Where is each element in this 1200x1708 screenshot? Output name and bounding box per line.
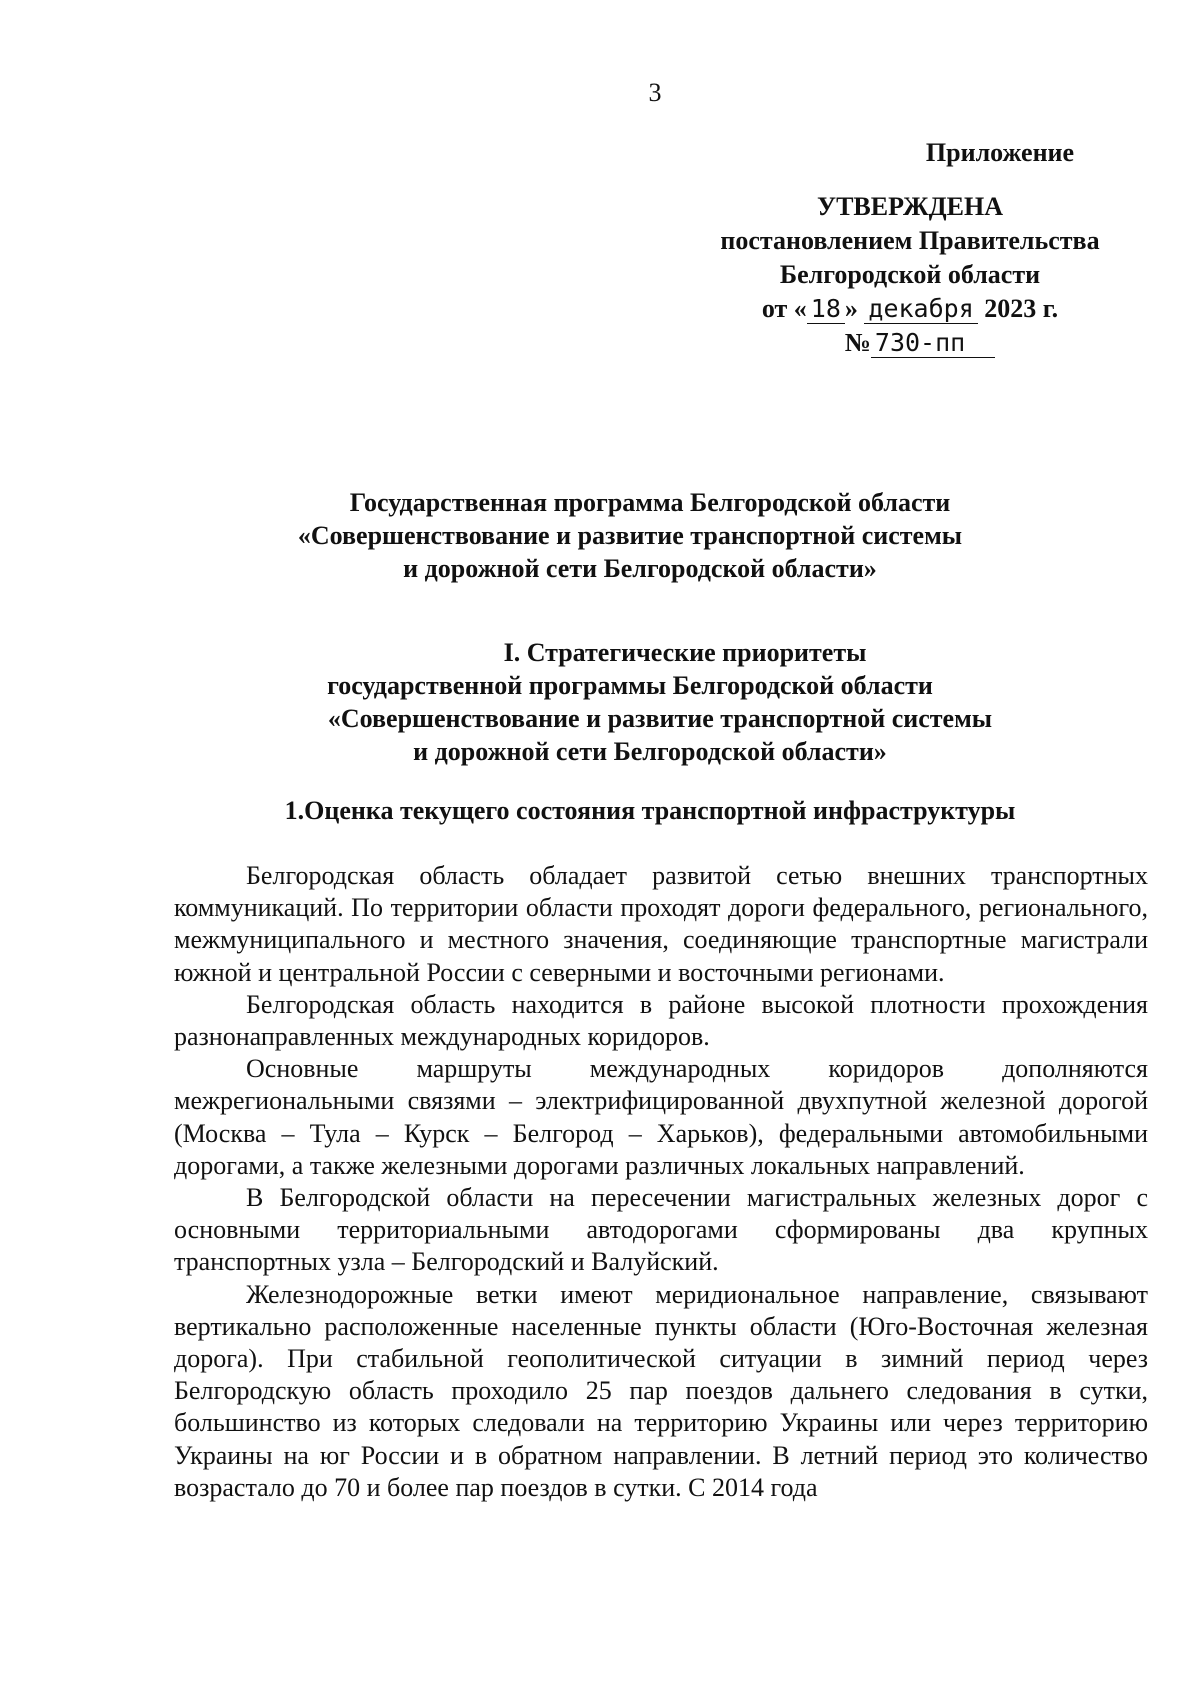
paragraph: В Белгородской области на пересечении магистральных железных дорог с основными территориальными автодорогами сформированы два крупных транспортных узла – Белгородский и Валуйский. bbox=[174, 1183, 1148, 1277]
date-prefix: от « bbox=[761, 294, 807, 323]
section-title-line-1: I. Стратегические приоритеты bbox=[503, 638, 867, 667]
paragraph: Белгородская область обладает развитой сетью внешних транспортных коммуникаций. По территории области проходят дороги федерального, регионального, межмуниципального и местного значения, соединяющие транспортные магистрали южной и центральной России с северными и восточными регионами. bbox=[174, 861, 1148, 987]
body-text bbox=[174, 860, 1148, 1504]
program-title bbox=[0, 486, 1200, 585]
page-number: 3 bbox=[648, 78, 662, 107]
subsection-title: 1.Оценка текущего состояния транспортной инфраструктуры bbox=[284, 796, 1016, 825]
section-title bbox=[0, 636, 1200, 768]
paragraph: Белгородская область находится в районе высокой плотности прохождения разнонаправленных международных коридоров. bbox=[174, 989, 1148, 1052]
paragraph: Железнодорожные ветки имеют меридиональное направление, связывают вертикально расположенные населенные пункты области (Юго-Восточная железная дорога). При стабильной геополитической ситуации в зимний период через Белгородскую область проходило 25 пар поездов дальнего следования в сутки, большинство из которых следовали на территорию Украины или через территорию Украины на юг России и в обратном направлении. В летний период это количество возрастало до 70 и более пар поездов в сутки. С 2014 года bbox=[174, 1279, 1148, 1502]
section-title-line-3: «Совершенствование и развитие транспортной системы bbox=[327, 704, 993, 733]
approval-date-line bbox=[640, 292, 1180, 326]
program-title-line-3: и дорожной сети Белгородской области» bbox=[403, 554, 877, 583]
date-year: 2023 г. bbox=[984, 294, 1059, 323]
section-title-line-2: государственной программы Белгородской области bbox=[327, 671, 933, 700]
section-title-line-4: и дорожной сети Белгородской области» bbox=[413, 737, 887, 766]
approval-resolution-line: постановлением Правительства bbox=[720, 226, 1100, 255]
number-prefix: № bbox=[844, 328, 871, 357]
date-month: декабря bbox=[864, 294, 977, 324]
date-mid: » bbox=[844, 294, 858, 323]
program-title-line-1: Государственная программа Белгородской области bbox=[349, 488, 951, 517]
approved-label: УТВЕРЖДЕНА bbox=[816, 192, 1003, 221]
approval-number-line bbox=[710, 326, 1130, 360]
approval-region-line: Белгородской области bbox=[779, 260, 1041, 289]
approval-stamp-block bbox=[640, 136, 1200, 360]
annex-label: Приложение bbox=[925, 138, 1075, 167]
date-day: 18 bbox=[807, 294, 845, 324]
number-value: 730-пп bbox=[871, 328, 995, 358]
program-title-line-2: «Совершенствование и развитие транспортной системы bbox=[297, 521, 963, 550]
paragraph: Основные маршруты международных коридоров дополняются межрегиональными связями – электрифицированной двухпутной железной дорогой (Москва – Тула – Курск – Белгород – Харьков), федеральными автомобильными дорогами, а также железными дорогами различных локальных направлений. bbox=[174, 1054, 1148, 1180]
